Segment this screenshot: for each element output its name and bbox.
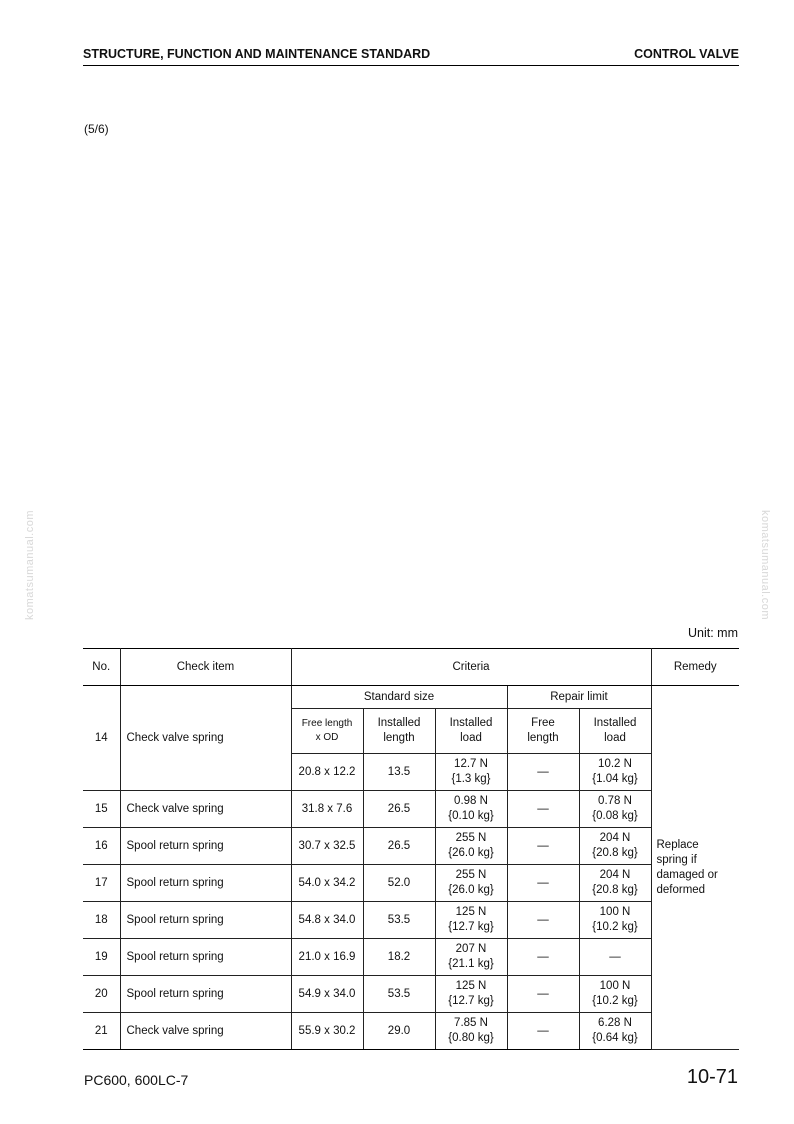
table-row: [83, 865, 739, 902]
table-row: [83, 976, 739, 1013]
row-no: 16: [83, 828, 120, 865]
cell-size: 54.0 x 34.2: [291, 865, 363, 902]
page-sequence-label: (5/6): [84, 122, 109, 136]
row-check-item: Spool return spring: [120, 865, 291, 902]
table-row: [83, 939, 739, 976]
cell-free-length: —: [507, 902, 579, 939]
table-header-row: [83, 649, 739, 686]
remedy-cell: [651, 686, 739, 1050]
cell-installed-length: 26.5: [363, 828, 435, 865]
header-repair-limit: Repair limit: [507, 686, 651, 709]
cell-installed-load: 255 N {26.0 kg}: [435, 865, 507, 902]
cell-installed-length: 18.2: [363, 939, 435, 976]
cell-size: 54.8 x 34.0: [291, 902, 363, 939]
cell-limit-load: 204 N {20.8 kg}: [579, 865, 651, 902]
cell-free-length: —: [507, 1013, 579, 1050]
row-check-item: Spool return spring: [120, 976, 291, 1013]
cell-size: 20.8 x 12.2: [291, 754, 363, 791]
cell-free-length: —: [507, 865, 579, 902]
footer-page-number: 10-71: [686, 1066, 738, 1088]
table-row: [83, 1013, 739, 1050]
table-row: [83, 791, 739, 828]
row-no: 18: [83, 902, 120, 939]
row-no: 17: [83, 865, 120, 902]
cell-size: 21.0 x 16.9: [291, 939, 363, 976]
header-no: No.: [83, 649, 120, 686]
cell-size: 55.9 x 30.2: [291, 1013, 363, 1050]
cell-installed-length: 26.5: [363, 791, 435, 828]
header-component-title: CONTROL VALVE: [634, 47, 739, 61]
cell-installed-length: 13.5: [363, 754, 435, 791]
cell-free-length: —: [507, 939, 579, 976]
cell-installed-length: 53.5: [363, 976, 435, 1013]
cell-installed-load: 255 N {26.0 kg}: [435, 828, 507, 865]
header-installed-length: Installed length: [363, 709, 435, 754]
page-header: [83, 47, 739, 66]
header-section-title: STRUCTURE, FUNCTION AND MAINTENANCE STANDARD: [83, 47, 431, 61]
row-no: 19: [83, 939, 120, 976]
table-row: [83, 828, 739, 865]
cell-installed-load: 12.7 N {1.3 kg}: [435, 754, 507, 791]
header-free-length: Free length: [507, 709, 579, 754]
unit-label: Unit: mm: [688, 626, 738, 640]
row-no: 21: [83, 1013, 120, 1050]
cell-installed-load: 7.85 N {0.80 kg}: [435, 1013, 507, 1050]
header-criteria: Criteria: [291, 649, 651, 686]
cell-installed-load: 0.98 N {0.10 kg}: [435, 791, 507, 828]
cell-installed-load: 125 N {12.7 kg}: [435, 976, 507, 1013]
row-check-item: Check valve spring: [120, 791, 291, 828]
table-subheader-row: [83, 686, 739, 709]
cell-limit-load: 100 N {10.2 kg}: [579, 976, 651, 1013]
cell-free-length: —: [507, 976, 579, 1013]
cell-limit-load: 6.28 N {0.64 kg}: [579, 1013, 651, 1050]
row-check-item: Check valve spring: [120, 686, 291, 791]
cell-installed-load: 207 N {21.1 kg}: [435, 939, 507, 976]
row-check-item: Spool return spring: [120, 828, 291, 865]
cell-limit-load: 100 N {10.2 kg}: [579, 902, 651, 939]
cell-size: 30.7 x 32.5: [291, 828, 363, 865]
remedy-line: deformed: [656, 883, 706, 896]
cell-free-length: —: [507, 828, 579, 865]
cell-installed-length: 53.5: [363, 902, 435, 939]
maintenance-standard-table: [83, 648, 739, 1050]
header-check-item: Check item: [120, 649, 291, 686]
footer-model: PC600, 600LC-7: [84, 1072, 189, 1088]
cell-limit-load: 0.78 N {0.08 kg}: [579, 791, 651, 828]
watermark-left: komatsumanual.com: [24, 510, 36, 620]
cell-limit-load: 10.2 N {1.04 kg}: [579, 754, 651, 791]
table-row: [83, 902, 739, 939]
cell-free-length: —: [507, 791, 579, 828]
header-remedy: Remedy: [651, 649, 739, 686]
remedy-line: Replace: [656, 838, 699, 851]
row-check-item: Check valve spring: [120, 1013, 291, 1050]
watermark-right: komatsumanual.com: [759, 510, 771, 620]
remedy-line: spring if: [656, 853, 697, 866]
row-no: 14: [83, 686, 120, 791]
cell-limit-load: —: [579, 939, 651, 976]
cell-size: 31.8 x 7.6: [291, 791, 363, 828]
cell-installed-load: 125 N {12.7 kg}: [435, 902, 507, 939]
header-installed-load: Installed load: [435, 709, 507, 754]
cell-installed-length: 52.0: [363, 865, 435, 902]
header-repair-installed-load: Installed load: [579, 709, 651, 754]
cell-limit-load: 204 N {20.8 kg}: [579, 828, 651, 865]
row-no: 15: [83, 791, 120, 828]
cell-size: 54.9 x 34.0: [291, 976, 363, 1013]
cell-free-length: —: [507, 754, 579, 791]
header-free-length-od: Free length x OD: [291, 709, 363, 754]
row-check-item: Spool return spring: [120, 939, 291, 976]
cell-installed-length: 29.0: [363, 1013, 435, 1050]
remedy-line: damaged or: [656, 868, 718, 881]
row-check-item: Spool return spring: [120, 902, 291, 939]
row-no: 20: [83, 976, 120, 1013]
header-standard-size: Standard size: [291, 686, 507, 709]
